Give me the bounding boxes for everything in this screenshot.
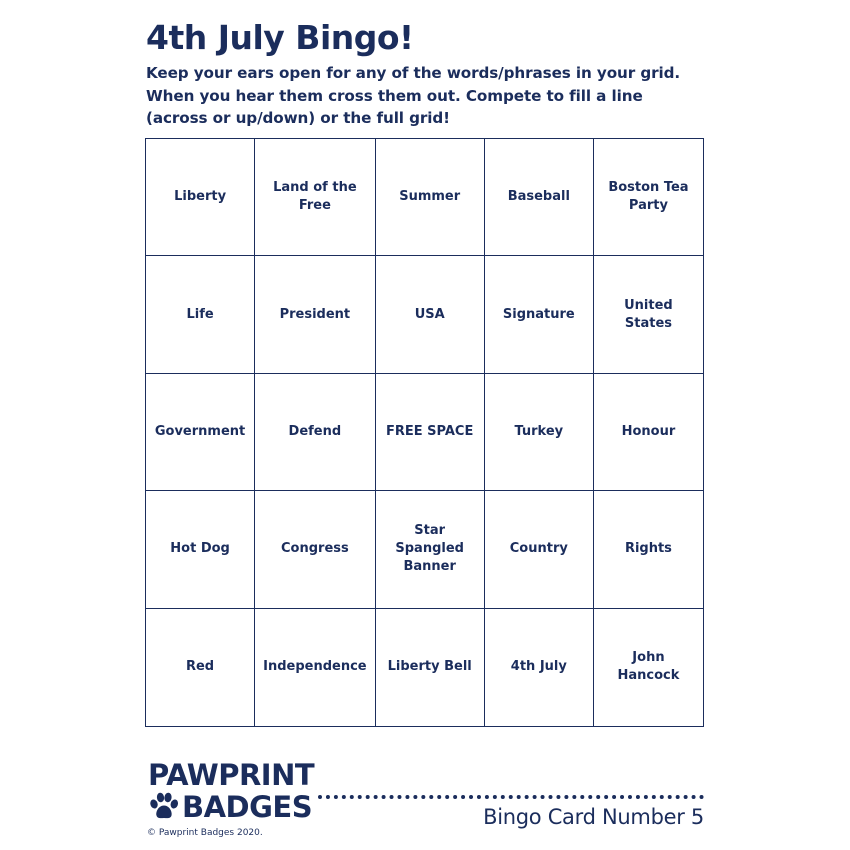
bingo-cell-label: Independence [263, 659, 367, 675]
bingo-cell[interactable] [485, 491, 594, 608]
bingo-cell[interactable] [255, 256, 376, 373]
bingo-cell-label: Hot Dog [170, 541, 230, 557]
bingo-cell[interactable] [594, 374, 703, 491]
bingo-cell[interactable] [146, 491, 255, 608]
page-title: 4th July Bingo! [146, 18, 414, 57]
logo-text-badges: BADGES [182, 790, 313, 824]
bingo-cell-label: Summer [399, 189, 461, 205]
bingo-cell[interactable] [255, 491, 376, 608]
bingo-cell-label: 4th July [510, 659, 567, 675]
paw-print-icon [148, 791, 180, 823]
bingo-cell-free-space[interactable] [376, 374, 485, 491]
bingo-cell-label: Red [185, 659, 215, 675]
bingo-cell[interactable] [594, 139, 703, 256]
bingo-cell[interactable] [376, 491, 485, 608]
bingo-cell-label: Land of the Free [273, 180, 357, 214]
bingo-cell-label: Government [154, 423, 246, 439]
pawprint-badges-logo [148, 760, 318, 823]
dotted-divider [318, 795, 704, 799]
bingo-cell-label: Boston Tea Party [608, 180, 689, 214]
bingo-cell[interactable] [146, 609, 255, 726]
bingo-cell-label: Defend [288, 423, 342, 439]
bingo-cell[interactable] [146, 256, 255, 373]
bingo-cell[interactable] [376, 609, 485, 726]
bingo-cell[interactable] [146, 374, 255, 491]
bingo-cell[interactable] [485, 609, 594, 726]
bingo-cell[interactable] [594, 256, 703, 373]
bingo-card-number: Bingo Card Number 5 [483, 805, 704, 829]
bingo-cell[interactable] [485, 139, 594, 256]
bingo-cell-label: USA [414, 306, 445, 322]
bingo-cell[interactable] [594, 609, 703, 726]
logo-row [148, 791, 318, 823]
instructions-text: Keep your ears open for any of the words/phrases in your grid. When you hear them cross them out. Compete to fill a line (across or up/down) or the full grid! [146, 64, 681, 127]
copyright-text: © Pawprint Badges 2020. [147, 828, 263, 838]
bingo-cell-label: Rights [624, 541, 672, 557]
bingo-cell-label: Life [186, 306, 214, 322]
bingo-cell[interactable] [485, 374, 594, 491]
bingo-cell-label: United States [624, 297, 673, 331]
bingo-cell-label: Turkey [514, 423, 564, 439]
bingo-cell[interactable] [594, 491, 703, 608]
bingo-cell-label: President [279, 306, 351, 322]
bingo-cell-label: Congress [281, 541, 349, 557]
bingo-cell-label: Baseball [507, 189, 570, 205]
bingo-cell[interactable] [255, 139, 376, 256]
bingo-cell[interactable] [376, 256, 485, 373]
bingo-cell[interactable] [376, 139, 485, 256]
bingo-cell-label: Signature [502, 306, 575, 322]
bingo-cell-label: Liberty [174, 189, 227, 205]
logo-text-pawprint: PAWPRINT [148, 758, 315, 792]
bingo-cell-label: Star Spangled Banner [395, 523, 464, 575]
bingo-cell-label: John Hancock [617, 650, 680, 684]
bingo-cell-label: Liberty Bell [387, 659, 472, 675]
bingo-cell[interactable] [255, 609, 376, 726]
bingo-cell-label: FREE SPACE [386, 423, 474, 439]
bingo-cell[interactable] [255, 374, 376, 491]
bingo-cell-label: Country [509, 541, 568, 557]
bingo-cell[interactable] [146, 139, 255, 256]
bingo-cell[interactable] [485, 256, 594, 373]
bingo-grid [145, 138, 704, 727]
bingo-cell-label: Honour [621, 423, 676, 439]
